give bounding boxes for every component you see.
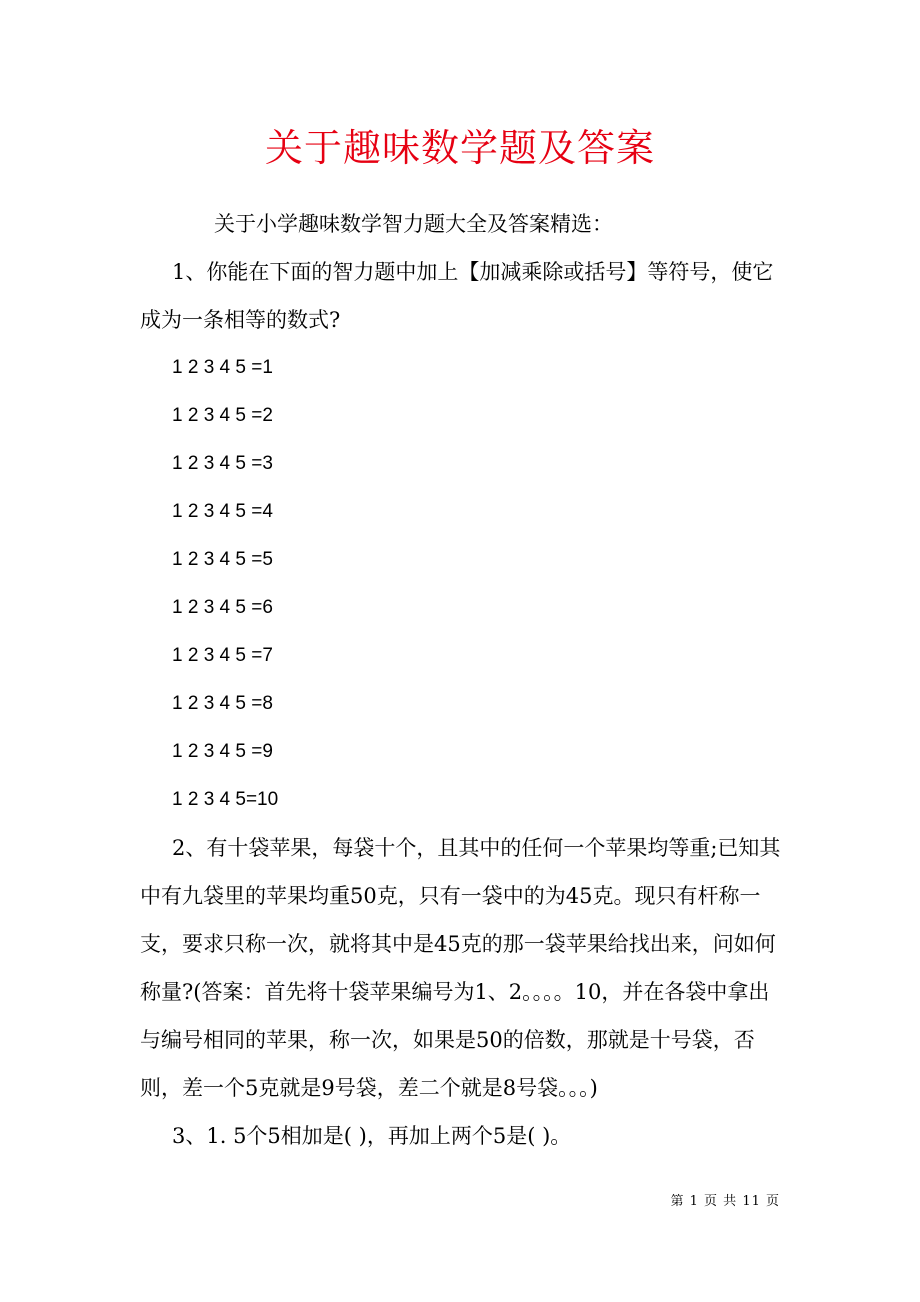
question-1: 1、你能在下面的智力题中加上【加减乘除或括号】等符号，使它成为一条相等的数式? — [140, 260, 774, 332]
document-body — [140, 200, 790, 1160]
equation-line: 1 2 3 4 5 =2 — [172, 405, 273, 426]
document-title: 关于趣味数学题及答案 — [264, 126, 655, 170]
equation-line: 1 2 3 4 5 =7 — [172, 645, 273, 666]
equation-line: 1 2 3 4 5 =3 — [172, 453, 273, 474]
page-number-footer: 第 1 页 共 11 页 — [670, 1194, 780, 1209]
equation-line: 1 2 3 4 5 =1 — [172, 357, 273, 378]
intro-paragraph: 关于小学趣味数学智力题大全及答案精选： — [214, 212, 613, 236]
equation-line: 1 2 3 4 5=10 — [172, 789, 279, 810]
equation-line: 1 2 3 4 5 =5 — [172, 549, 273, 570]
equation-line: 1 2 3 4 5 =9 — [172, 741, 273, 762]
question-2: 2、有十袋苹果，每袋十个，且其中的任何一个苹果均等重;已知其中有九袋里的苹果均重50克，只有一袋中的为45克。现只有杆称一支，要求只称一次，就将其中是45克的那一袋苹果给找出来，问如何称量?(答案：首先将十袋苹果编号为1、2。。。。10，并在各袋中拿出与编号相同的苹果，称一次，如果是50的倍数，那就是十号袋，否则，差一个5克就是9号袋，差二个就是8号袋。。。) — [140, 836, 781, 1100]
equation-line: 1 2 3 4 5 =6 — [172, 597, 273, 618]
equation-line: 1 2 3 4 5 =8 — [172, 693, 273, 714]
equation-line: 1 2 3 4 5 =4 — [172, 501, 273, 522]
question-3: 3、1. 5个5相加是( )，再加上两个5是( )。 — [172, 1124, 572, 1148]
